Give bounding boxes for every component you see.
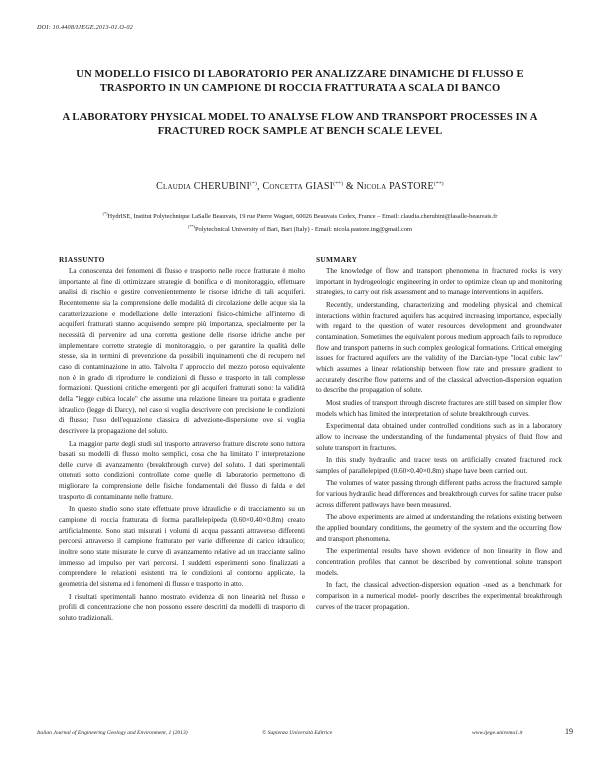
page-number: 19 xyxy=(565,727,573,736)
footer-journal: Italian Journal of Engineering Geology and Environment, 1 (2013) xyxy=(37,730,188,736)
author-last-name: CHERUBINI xyxy=(193,181,251,192)
riassunto-paragraph: La maggior parte degli studi sul trasporto attraverso fratture discrete sono tuttora basati su modelli di flusso molto semplici, cosa che ha limitato l' interpretazione delle curve di avanzamento (breakthrough curve) del soluto. I dati sperimentali ottenuti sotto condizioni controllate come quelle di laboratorio permettono di migliorare la comprensione delle fisiche fondamentali del flusso di falda e del trasporto di contaminante nelle fratture. xyxy=(59,439,305,501)
title-english: A LABORATORY PHYSICAL MODEL TO ANALYSE FLOW AND TRANSPORT PROCESSES IN A FRACTURED ROCK SAMPLE AT BENCH SCALE LEVEL xyxy=(62,112,538,137)
summary-paragraph: In this study hydraulic and tracer tests on artificially created fractured rock samples of parallelepiped (0.60×0.40×0.8m) shape have been carried out. xyxy=(316,456,562,475)
riassunto-column xyxy=(59,255,305,626)
affiliation-mark: (*) xyxy=(102,211,108,216)
author-first-name: Nicola xyxy=(356,181,387,192)
author-last-name: PASTORE xyxy=(389,181,434,192)
doi-label: DOI: 10.4408/IJEGE.2013-01.O-02 xyxy=(37,24,133,31)
author-mark: (*) xyxy=(250,181,258,187)
riassunto-paragraph: La conoscenza dei fenomeni di flusso e trasporto nelle rocce fratturate è molto importante al fine di ottimizzare strategie di bonifica e di monitoraggio, effettuare analisi di rischio e gestire convenientemente le risorse idriche di tali acquiferi. Recentemente sia la comprensione delle modalità di circolazione delle acque sia la caratterizzazione e modellazione delle interazioni fisico-chimiche all'interno di acquiferi fratturati stanno acquisendo sempre più importanza, specialmente per la necessità di pervenire ad una corretta gestione delle risorse idriche anche per implementare corrette strategie di monitoraggio, o per garantire la qualità delle stesse, sia in termini di prevenzione da possibili inquinamenti che di recupero nel caso di contaminazione in atto. Talvolta l' approccio del mezzo poroso equivalente non è in grado di riprodurre le condizioni di flusso e trasporto in tali complesse formazioni. Questioni critiche emergenti per gli acquiferi fratturati sono: la validità della "legge cubica locale" che assume una relazione lineare tra portata e gradiente idraulico (legge di Darcy), nel caso si voglia descrivere con precisione le condizioni di flusso; l'uso dell'equazione classica di advezione-dispersione ove si voglia descrivere la propagazione del soluto. xyxy=(59,267,305,435)
summary-column xyxy=(316,255,562,614)
riassunto-paragraph: In questo studio sono state effettuate prove idrauliche e di tracciamento su un campione di roccia fratturata di forma parallelepipeda (0.60×0.40×0.8m) creato artificialmente. Sono stati misurati i volumi di acqua passanti attraverso differenti percorsi attraverso il campione fratturato per varie differenze di carico idraulico; inoltre sono state misurate le curve di avanzamento relative ad un tracciante salino immesso ad impulso per vari percorsi. I suddetti esperimenti sono finalizzati a comprendere le relazioni esistenti tra le condizioni al contorno applicate, la geometria del sistema ed i fenomeni di flusso e trasporto in atto. xyxy=(59,505,305,589)
author-mark: (**) xyxy=(433,181,444,187)
affiliation-text: HydrISE, Institut Polytechnique LaSalle Beauvais, 19 rue Pierre Waguet, 60026 Beauvais Cedex, France – Email: claudia.cherubini@lasalle-beauvais.fr xyxy=(107,213,498,220)
summary-paragraph: Experimental data obtained under controlled conditions such as in a laboratory allow to increase the understanding of the fundamental physics of fluid flow and solute transport in fractures. xyxy=(316,422,562,452)
summary-paragraph: The volumes of water passing through different paths across the fractured sample for various hydraulic head differences and breakthrough curves for saline tracer pulse across different pathways have been measured. xyxy=(316,479,562,509)
riassunto-heading: RIASSUNTO xyxy=(59,255,105,264)
author-separator: & xyxy=(345,181,354,192)
author-last-name: GIASI xyxy=(305,181,334,192)
summary-paragraph: Recently, understanding, characterizing and modeling physical and chemical interactions within fractured aquifers has acquired increasing importance, especially with regard to the question of water resources development and groundwater contamination. Sometimes the equivalent porous medium approach fails to reproduce flow and transport patterns in such complex geological formations. Critical emerging issues for fractured aquifers are the validity of the Darcian-type "local cubic law" which assumes a linear relationship between flow rate and pressure gradient to accurately describe flow patterns and of the classical advection-dispersion equation to describe the propagation of solute. xyxy=(316,300,562,395)
summary-paragraph: In fact, the classical advection-dispersion equation -used as a benchmark for comparison in a numerical model- poorly describes the experimental breakthrough curves of the tracer propagation. xyxy=(316,581,562,611)
title-italian: UN MODELLO FISICO DI LABORATORIO PER ANALIZZARE DINAMICHE DI FLUSSO E TRASPORTO IN UN CAMPIONE DI ROCCIA FRATTURATA A SCALA DI BANCO xyxy=(76,69,524,94)
summary-heading: SUMMARY xyxy=(316,255,358,264)
summary-paragraph: The experimental results have shown evidence of non linearity in flow and concentration profiles that cannot be described by conventional solute transport models. xyxy=(316,547,562,577)
riassunto-paragraph: I risultati sperimentali hanno mostrato evidenza di non linearità nel flusso e profili di concentrazione che non possono essere descritti da modelli di trasporto di soluto tradizionali. xyxy=(59,592,305,622)
author-first-name: Claudia xyxy=(156,181,192,192)
author-separator: , xyxy=(257,181,260,192)
author-first-name: Concetta xyxy=(262,181,303,192)
author-line xyxy=(60,181,540,192)
affiliation-text: Polytechnical University of Bari, Bari (Italy) - Email: nicola.pastore.ing@gmail.com xyxy=(194,226,413,233)
affiliation xyxy=(60,224,540,233)
summary-paragraph: The knowledge of flow and transport phenomena in fractured rocks is very important in hydrogeologic engineering in order to optimize clean up and monitoring strategies, to carry out risk assessment and to manage interventions in aquifers. xyxy=(316,267,562,297)
affiliation-mark: (**) xyxy=(187,224,195,229)
footer-publisher: © Sapienza Università Editrice xyxy=(262,730,333,736)
summary-paragraph: The above experiments are aimed at understanding the relations existing between the applied boundary conditions, the geometry of the system and the occurring flow and transport phenomena. xyxy=(316,513,562,543)
author-mark: (**) xyxy=(333,181,344,187)
affiliation xyxy=(60,211,540,220)
footer-url[interactable]: www.ijege.uniroma1.it xyxy=(472,730,523,736)
summary-paragraph: Most studies of transport through discrete fractures are still based on simpler flow models which has limited the interpretation of solute breakthrough curves. xyxy=(316,398,562,418)
